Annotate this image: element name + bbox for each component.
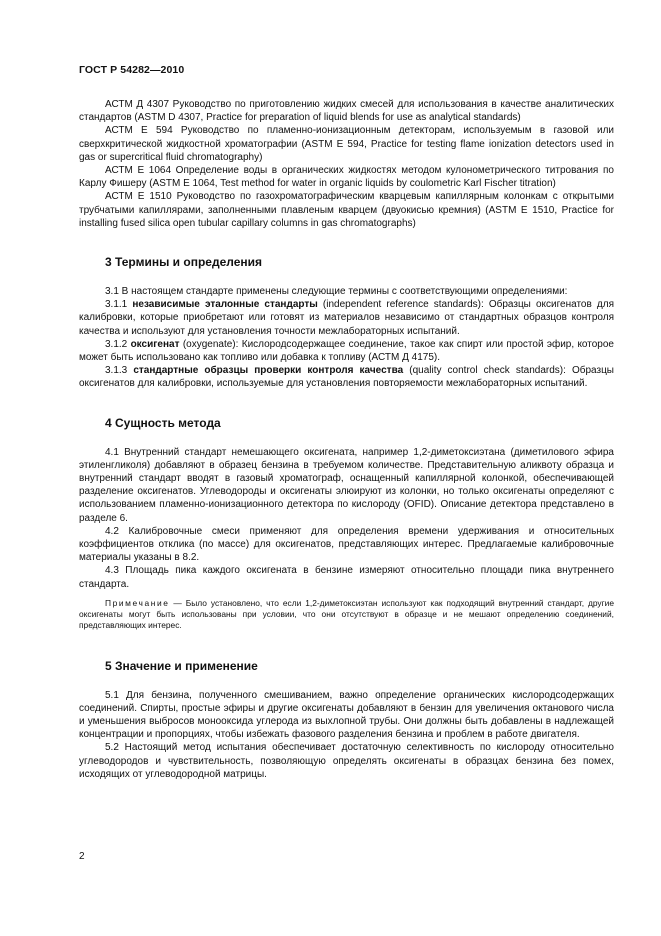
reference-item: АСТМ Е 1510 Руководство по газохроматографическим кварцевым капиллярным колонкам с открытыми трубчатыми капиллярами, заполненными плавленым кварцем (двуокисью кремния) (ASTM E 1510, Practice for installing fused silica open tubular capillary columns in gas chromatographs) — [79, 191, 614, 229]
term-name: стандартные образцы проверки контроля качества — [133, 365, 404, 377]
term-3-1-3 — [79, 364, 614, 390]
section-3-1: 3.1 В настоящем стандарте применены следующие термины с соответствующими определениями: — [105, 286, 568, 298]
reference-list — [79, 98, 614, 230]
term-number: 3.1.2 — [105, 338, 131, 350]
section-4-note — [79, 598, 614, 632]
section-5-2: 5.2 Настоящий метод испытания обеспечивает достаточную селективность по кислороду относительно углеводородов и чувствительность, позволяющую определять оксигенаты в образцах бензина без помех, исходящих от углеводородной матрицы. — [79, 742, 614, 780]
term-3-1-2 — [79, 338, 614, 364]
reference-item: АСТМ Е 1064 Определение воды в органических жидкостях методом кулонометрического титрования по Карлу Фишеру (ASTM E 1064, Test method for water in organic liquids by coulometric Karl Fischer titration) — [79, 165, 614, 190]
section-4-3: 4.3 Площадь пика каждого оксигената в бензине измеряют относительно площади пика внутреннего стандарта. — [79, 565, 614, 590]
section-4-2: 4.2 Калибровочные смеси применяют для определения времени удерживания и относительных коэффициентов отклика (по массе) для оксигенатов, представляющих интерес. Предлагаемые калибровочные материалы указаны в 8.2. — [79, 525, 614, 564]
page-number: 2 — [79, 851, 85, 862]
term-number: 3.1.1 — [105, 299, 133, 311]
term-3-1-1 — [79, 298, 614, 338]
document-header: ГОСТ Р 54282—2010 — [79, 64, 185, 76]
term-number: 3.1.3 — [105, 365, 134, 377]
section-5-title: 5 Значение и применение — [105, 658, 258, 673]
term-definition: (oxygenate): Кислородсодержащее соединение, такое как спирт или простой эфир, которое может быть использовано как топливо или добавка к топливу (АСТМ Д 4175). — [79, 338, 614, 364]
term-definition: (quality control check standards): Образцы оксигенатов для калибровки, используемые для установления повторяемости межлабораторных испытаний. — [79, 365, 614, 390]
term-definition: (independent reference standards): Образцы оксигенатов для калибровки, которые приобретают или готовят из материалов независимо от стандартных образцов контроля качества и используют для установления точности межлабораторных испытаний. — [79, 299, 614, 337]
term-name: оксигенат — [130, 338, 180, 350]
term-name: независимые эталонные стандарты — [132, 299, 318, 311]
reference-item: АСТМ Е 594 Руководство по пламенно-ионизационным детекторам, используемым в газовой или сверхкритической жидкостной хроматографии (ASTM E 594, Practice for testing flame ionization detectors used in gas or supercritical fluid chromatography) — [79, 125, 614, 163]
note-text: — Было установлено, что если 1,2-диметоксиэтан используют как подходящий внутренний стандарт, другие оксигенаты могут быть использованы при условии, что они отсутствуют в образце и не мешают определению соединений, представляющих интерес. — [79, 597, 614, 631]
section-3-title: 3 Термины и определения — [105, 255, 263, 270]
reference-item: АСТМ Д 4307 Руководство по приготовлению жидких смесей для использования в качестве аналитических стандартов (ASTM D 4307, Practice for preparation of liquid blends for use as analytical standards) — [79, 99, 614, 124]
note-label: Примечание — [105, 597, 170, 608]
document-page — [79, 64, 614, 781]
section-4-title: 4 Сущность метода — [105, 415, 221, 430]
section-4-1: 4.1 Внутренний стандарт немешающего оксигената, например 1,2-диметоксиэтана (диметилового эфира этиленгликоля) добавляют в образец бензина в требуемом количестве. Представительную аликвоту образца и внутренний стандарт вводят в газовый хроматограф, оснащенный капиллярной колонкой, обеспечивающей разделение оксигенатов. Углеводороды и оксигенаты элюируют из колонки, но только оксигенаты определяют с использованием пламенно-ионизационного детектора по кислороду (OFID). Описание детектора представлено в разделе 6. — [79, 446, 614, 524]
section-5-1: 5.1 Для бензина, полученного смешиванием, важно определение органических кислородсодержащих соединений. Спирты, простые эфиры и другие оксигенаты добавляют в бензин для увеличения октанового числа и уменьшения выбросов монооксида углерода из выхлопной трубы. Они должны быть добавлены в надлежащей концентрации и пропорциях, чтобы избежать фазового разделения бензина и проблем в работе двигателя. — [79, 689, 614, 741]
